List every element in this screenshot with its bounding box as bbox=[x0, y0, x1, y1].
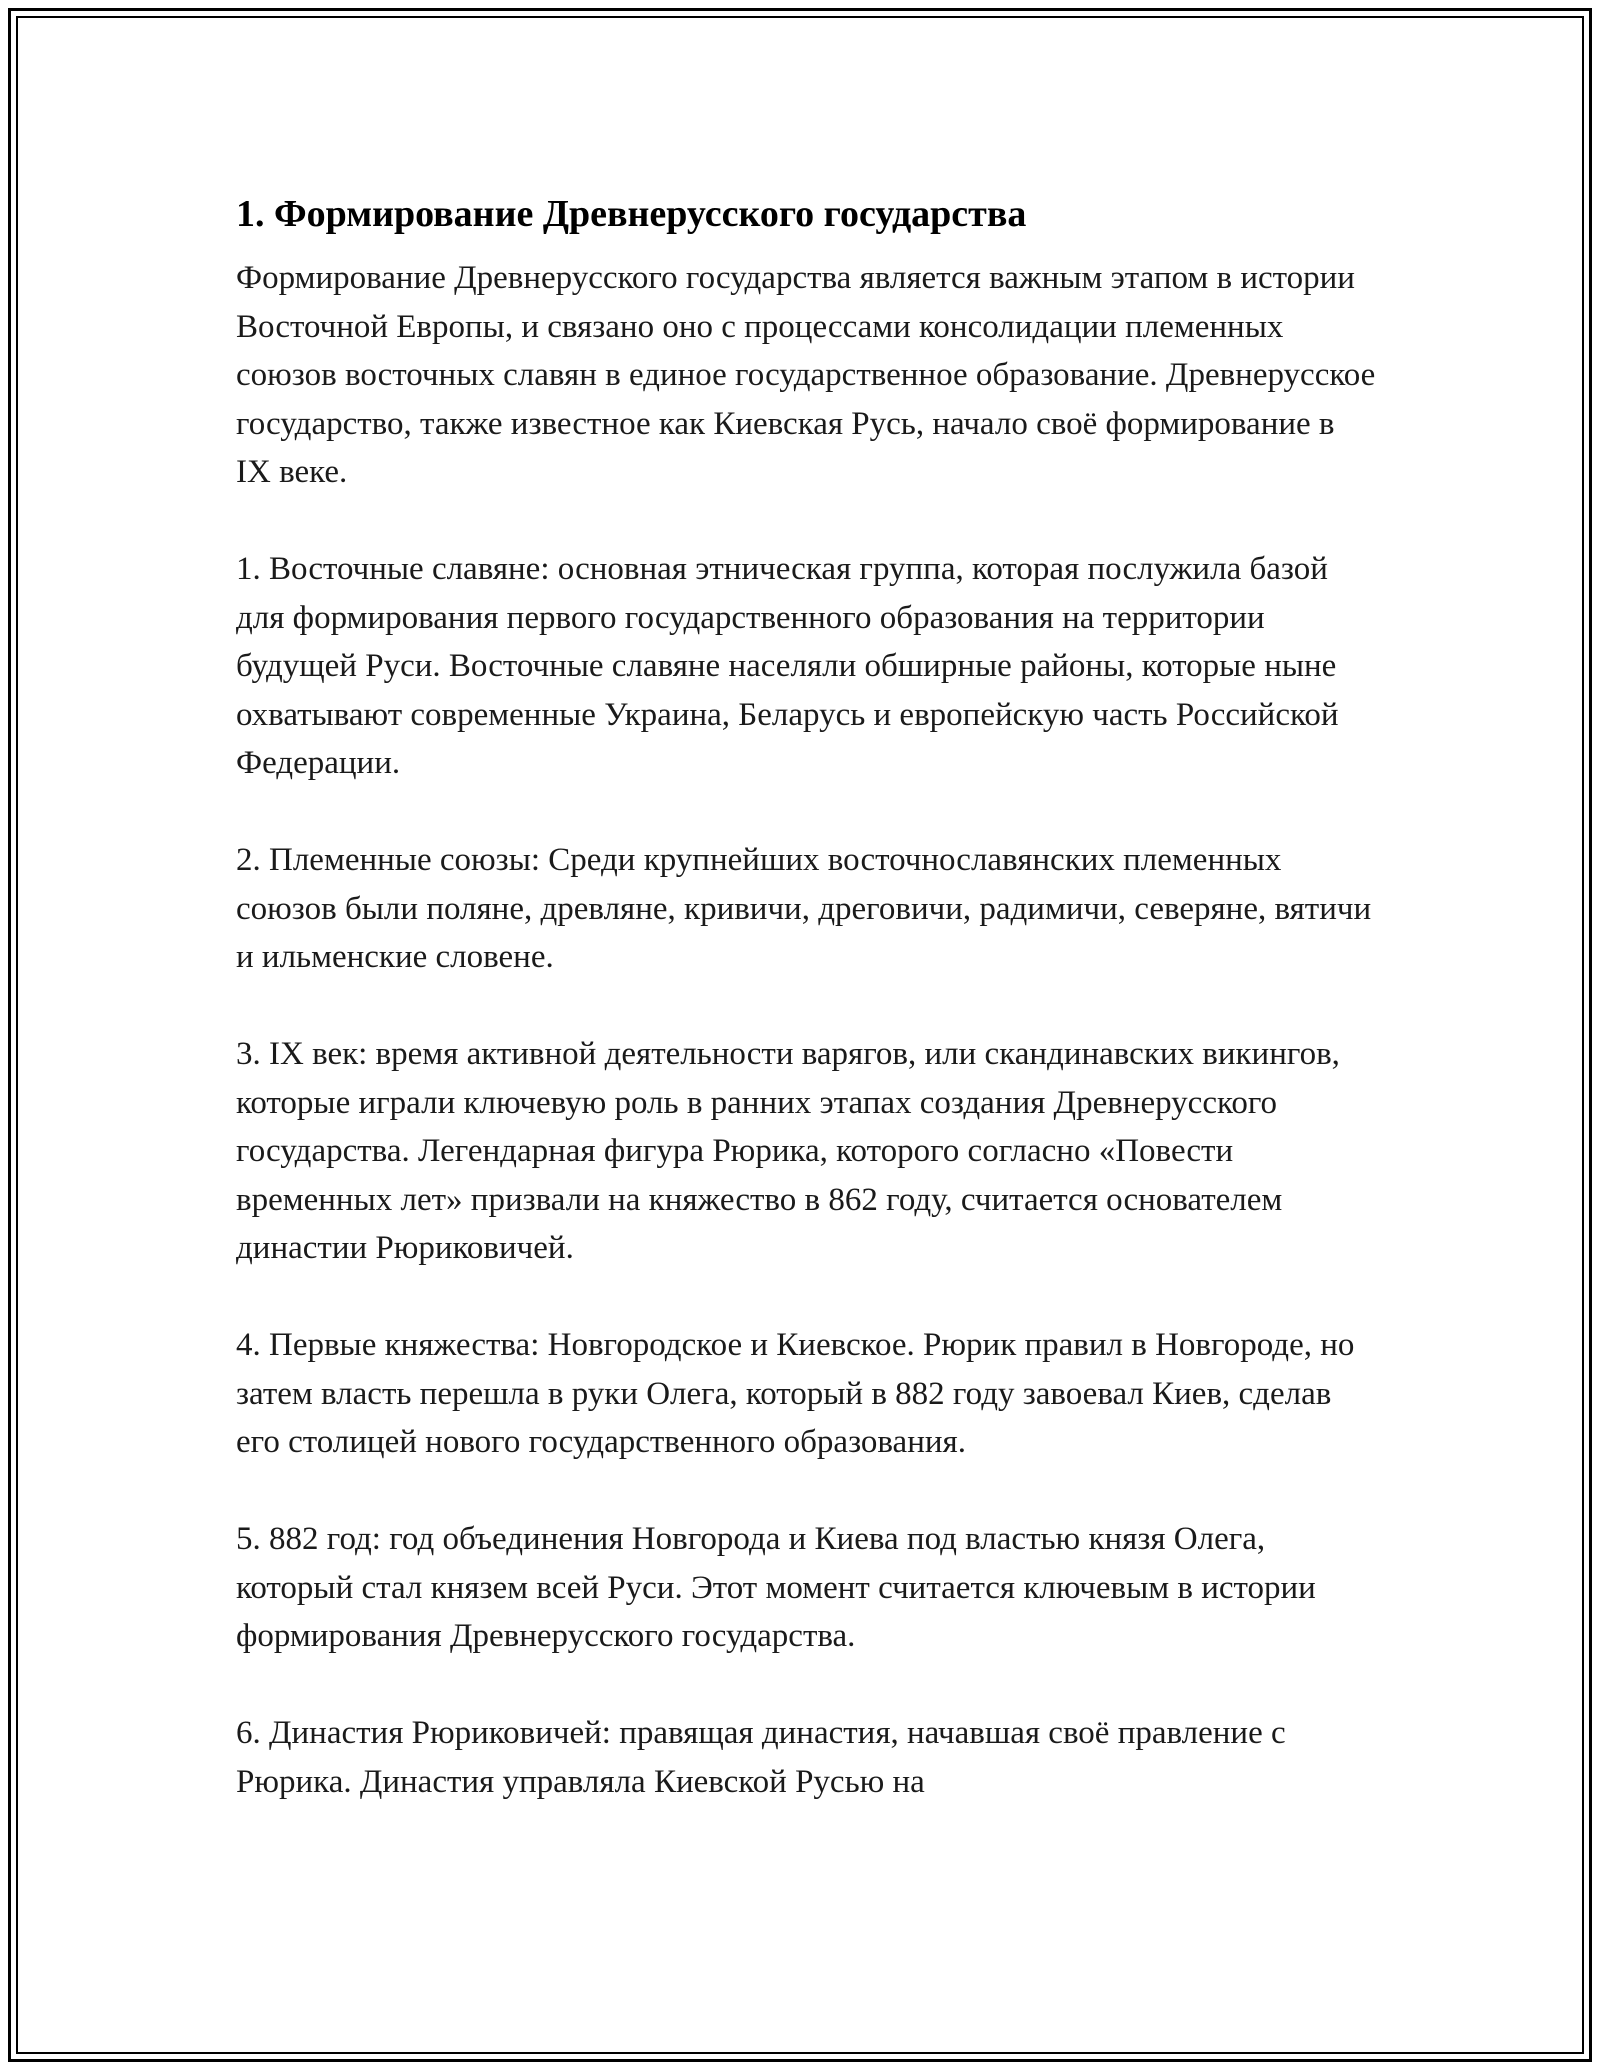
list-item-rurik-dynasty: 6. Династия Рюриковичей: правящая династия, начавшая своё правление с Рюрика. Династия управляла Киевской Русью на bbox=[236, 1715, 1286, 1800]
document-body bbox=[236, 186, 1376, 1855]
list-item-tribal-unions: 2. Племенные союзы: Среди крупнейших восточнославянских племенных союзов были поляне, древляне, кривичи, дреговичи, радимичи, северяне, вятичи и ильменские словене. bbox=[236, 842, 1372, 975]
list-item-east-slavs: 1. Восточные славяне: основная этническая группа, которая послужила базой для формирования первого государственного образования на территории будущей Руси. Восточные славяне населяли обширные районы, которые ныне охватывают современные Украина, Беларусь и европейскую часть Российской Федерации. bbox=[236, 551, 1339, 781]
list-item-year-882: 5. 882 год: год объединения Новгорода и Киева под властью князя Олега, который стал князем всей Руси. Этот момент считается ключевым в истории формирования Древнерусского государства. bbox=[236, 1521, 1316, 1654]
intro-paragraph: Формирование Древнерусского государства является важным этапом в истории Восточной Европы, и связано оно с процессами консолидации племенных союзов восточных славян в единое государственное образование. Древнерусское государство, также известное как Киевская Русь, начало своё формирование в IX веке. bbox=[236, 260, 1376, 490]
list-item-first-principalities: 4. Первые княжества: Новгородское и Киевское. Рюрик правил в Новгороде, но затем власть перешла в руки Олега, который в 882 году завоевал Киев, сделав его столицей нового государственного образования. bbox=[236, 1327, 1355, 1460]
list-item-ninth-century: 3. IX век: время активной деятельности варягов, или скандинавских викингов, которые играли ключевую роль в ранних этапах создания Древнерусского государства. Легендарная фигура Рюрика, которого согласно «Повести временных лет» призвали на княжество в 862 году, считается основателем династии Рюриковичей. bbox=[236, 1036, 1340, 1266]
document-heading: 1. Формирование Древнерусского государства bbox=[236, 193, 1027, 235]
